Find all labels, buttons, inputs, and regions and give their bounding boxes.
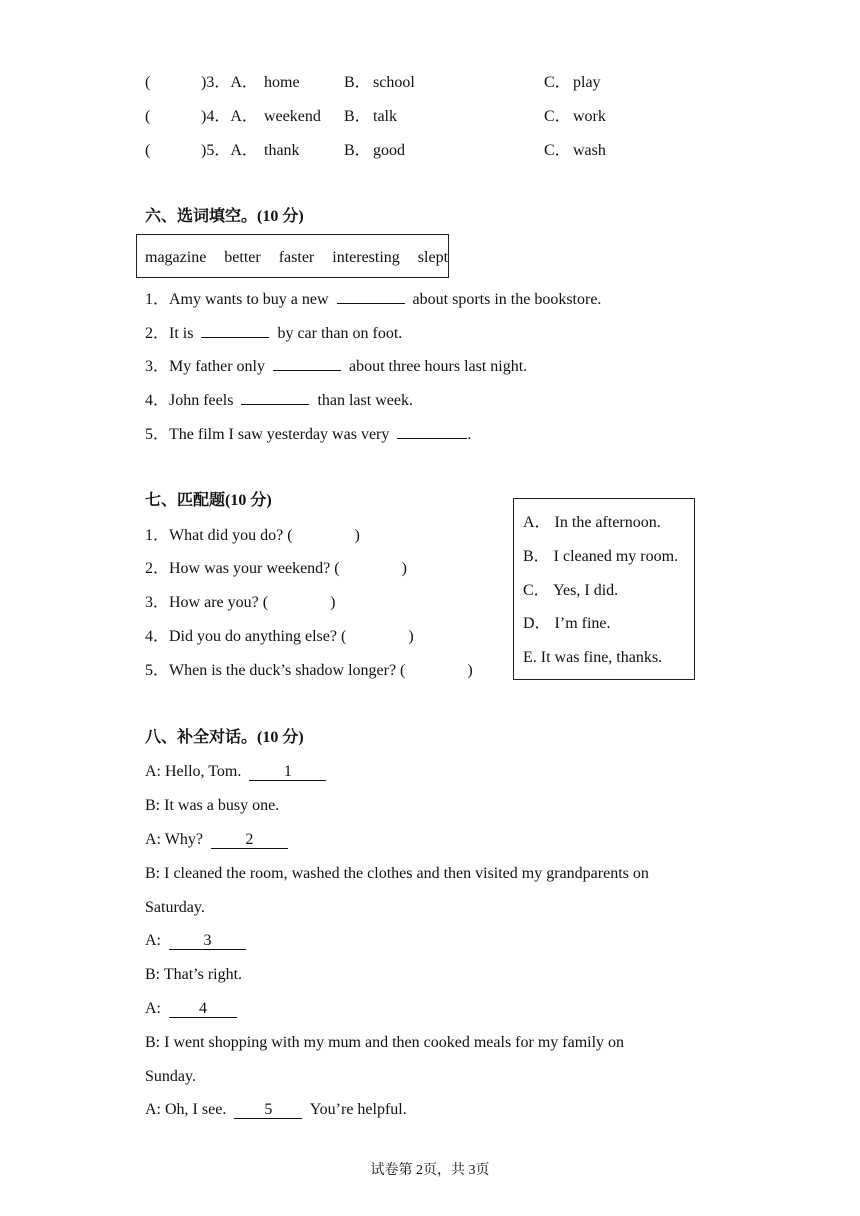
dialogue-blank[interactable]: 1 [249,763,326,781]
option-c-label: C． [544,74,571,91]
match-question-5: 5．When is the duck’s shadow longer? ( ) [145,662,473,679]
dialogue-line-5: Saturday. [145,899,205,916]
dialogue-line-11: A: Oh, I see. 5 You’re helpful. [145,1101,407,1118]
option-c: work [573,108,606,125]
fill-item-1: 1．Amy wants to buy a new about sports in the bookstore. [145,291,602,308]
dialogue-line-2: B: It was a busy one. [145,797,280,814]
match-option-b: B． I cleaned my room. [523,548,679,565]
fill-item-2: 2．It is by car than on foot. [145,325,403,342]
match-options-box [513,498,695,680]
match-question-4: 4．Did you do anything else? ( ) [145,628,414,645]
option-b-label: B． [344,74,371,91]
option-b-label: B． [344,142,371,159]
dialogue-blank[interactable]: 2 [211,831,288,849]
dialogue-line-3: A: Why? 2 [145,830,288,850]
word-bank-item: interesting [332,249,400,266]
match-question-2: 2．How was your weekend? ( ) [145,560,407,577]
option-b: talk [373,108,397,125]
option-c: play [573,74,601,91]
dialogue-line-1: A: Hello, Tom. 1 [145,762,326,782]
match-option-c: C． Yes, I did. [523,582,619,599]
dialogue-line-6: A: 3 [145,931,246,951]
match-question-1: 1．What did you do? ( ) [145,527,360,544]
fill-item-3: 3．My father only about three hours last night. [145,358,528,375]
match-question-3: 3．How are you? ( ) [145,594,336,611]
dialogue-blank[interactable]: 5 [234,1101,302,1119]
paren-open: ( [145,74,151,91]
word-bank-item: magazine [145,249,207,266]
match-option-e: E. It was fine, thanks. [523,649,663,666]
paren-open: ( [145,108,151,125]
option-b: good [373,142,405,159]
dialogue-line-8: A: 4 [145,999,237,1019]
dialogue-line-10: Sunday. [145,1068,196,1085]
dialogue-blank[interactable]: 3 [169,932,246,950]
option-b-label: B． [344,108,371,125]
option-a: weekend [264,108,321,125]
answer-blank[interactable] [397,424,467,439]
option-c-label: C． [544,108,571,125]
dialogue-blank[interactable]: 4 [169,1000,237,1018]
option-c: wash [573,142,606,159]
word-bank-item: slept [417,249,449,266]
answer-blank[interactable] [201,323,269,338]
section-8-title: 八、补全对话。(10 分) [145,729,304,746]
match-option-a: A． In the afternoon. [523,514,661,531]
question-number: )4．A． [201,108,258,125]
dialogue-line-4: B: I cleaned the room, washed the clothes and then visited my grandparents on [145,865,649,882]
answer-blank[interactable] [241,390,309,405]
page-footer: 试卷第 2页，共 3页 [370,1163,490,1178]
word-bank [136,234,449,278]
option-b: school [373,74,415,91]
paren-open: ( [145,142,151,159]
dialogue-line-7: B: That’s right. [145,966,243,983]
fill-item-5: 5．The film I saw yesterday was very . [145,426,472,443]
question-number: )5．A． [201,142,258,159]
option-a: home [264,74,300,91]
word-bank-item: better [224,249,261,266]
option-a: thank [264,142,300,159]
section-6-title: 六、选词填空。(10 分) [145,208,304,225]
fill-item-4: 4．John feels than last week. [145,392,413,409]
question-number: )3．A． [201,74,258,91]
answer-blank[interactable] [337,289,405,304]
option-c-label: C． [544,142,571,159]
answer-blank[interactable] [273,356,341,371]
match-option-d: D． I’m fine. [523,615,611,632]
word-bank-item: faster [278,249,315,266]
section-7-title: 七、匹配题(10 分) [145,492,272,509]
dialogue-line-9: B: I went shopping with my mum and then cooked meals for my family on [145,1034,625,1051]
